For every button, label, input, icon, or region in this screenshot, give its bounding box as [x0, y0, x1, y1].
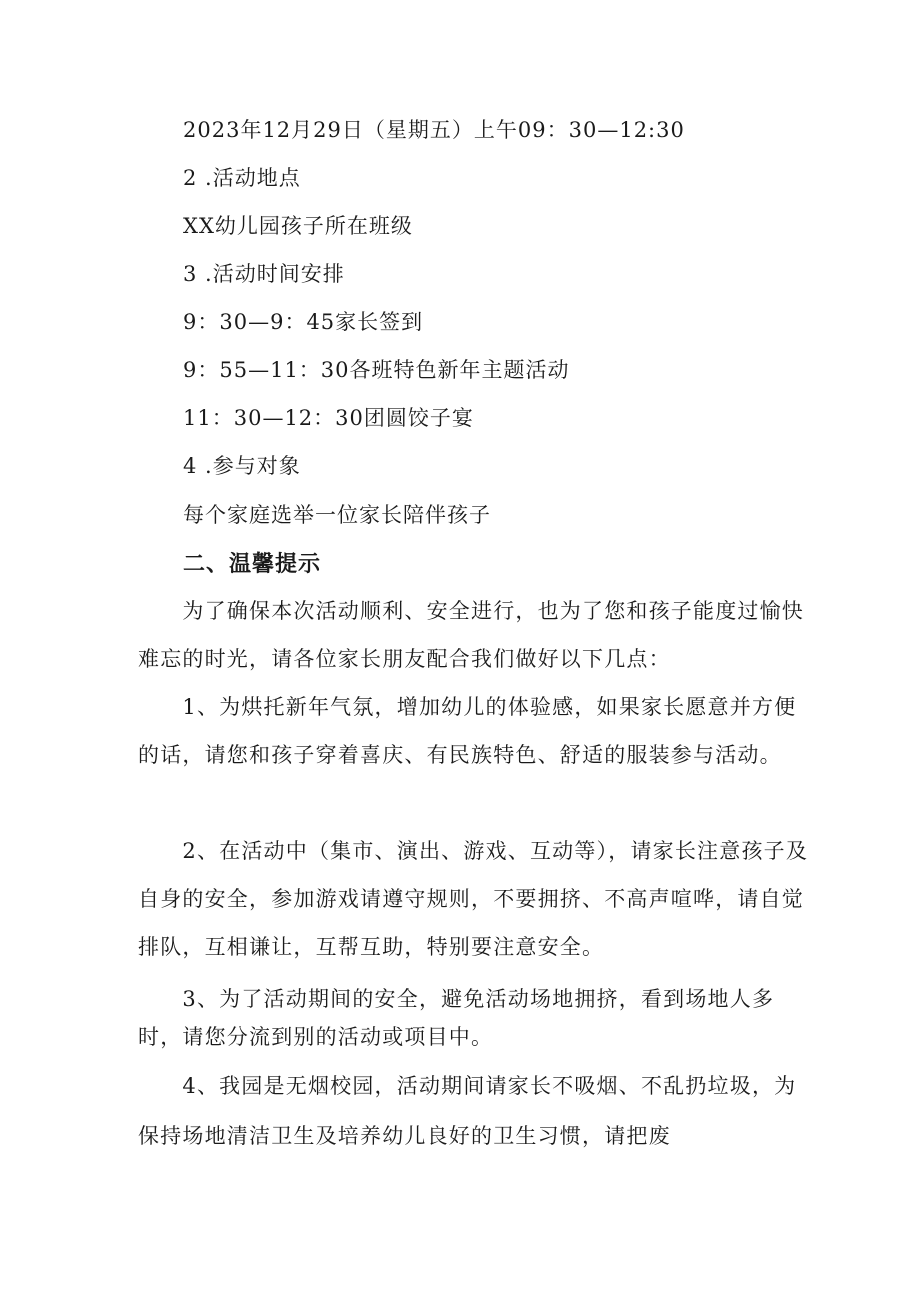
schedule-item-activities: 9：55—11：30各班特色新年主题活动	[183, 358, 570, 382]
section-heading: 二、温馨提示	[183, 552, 322, 577]
paragraph-tip-3: 3、为了活动期间的安全，避免活动场地拥挤，看到场地人多时，请您分流到别的活动或项目中。	[138, 987, 775, 1049]
item-heading-participants: 4 .参与对象	[183, 454, 301, 478]
item-heading-location: 2 .活动地点	[183, 166, 301, 190]
paragraph-tip-2: 2、在活动中（集市、演出、游戏、互动等），请家长注意孩子及自身的安全，参加游戏请遵守规则，不要拥挤、不高声喧哗，请自觉排队，互相谦让，互帮互助，特别要注意安全。	[138, 839, 809, 959]
item-heading-schedule: 3 .活动时间安排	[183, 262, 345, 286]
event-date-time: 2023年12月29日（星期五）上午09：30—12:30	[183, 118, 685, 142]
event-location: XX幼儿园孩子所在班级	[183, 214, 413, 238]
paragraph-tip-4: 4、我园是无烟校园，活动期间请家长不吸烟、不乱扔垃圾，为保持场地清洁卫生及培养幼儿良好的卫生习惯，请把废	[138, 1074, 797, 1148]
paragraph-intro: 为了确保本次活动顺利、安全进行，也为了您和孩子能度过愉快难忘的时光，请各位家长朋友配合我们做好以下几点：	[138, 599, 804, 671]
schedule-item-signin: 9：30—9：45家长签到	[183, 310, 424, 334]
paragraph-tip-1: 1、为烘托新年气氛，增加幼儿的体验感，如果家长愿意并方便的话，请您和孩子穿着喜庆、有民族特色、舒适的服装参与活动。	[138, 695, 797, 767]
participants-text: 每个家庭选举一位家长陪伴孩子	[183, 503, 491, 527]
schedule-item-banquet: 11：30—12：30团圆饺子宴	[183, 406, 474, 430]
